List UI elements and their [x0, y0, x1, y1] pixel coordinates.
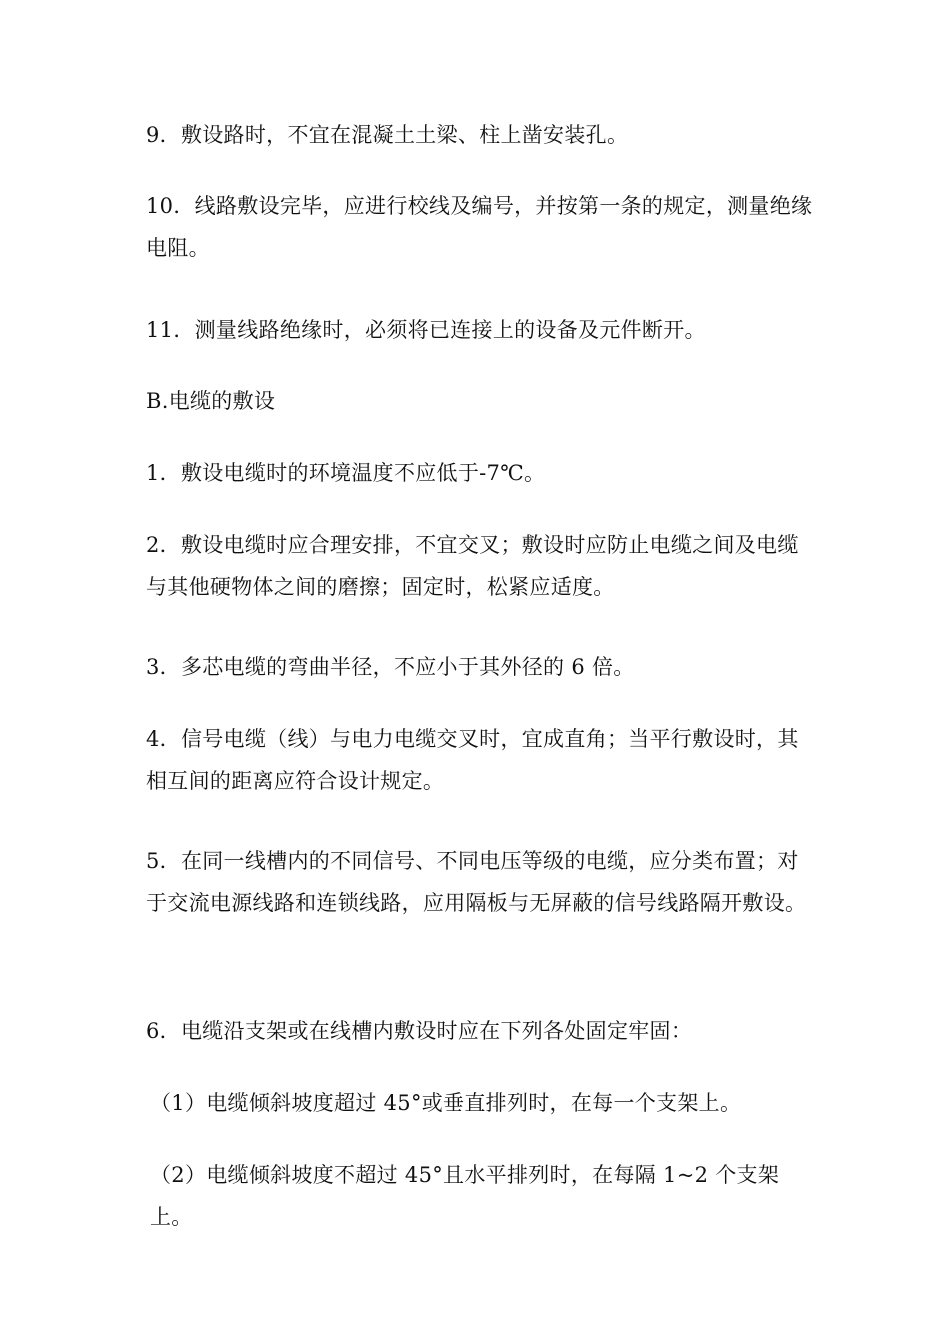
paragraph-b4: 4．信号电缆（线）与电力电缆交叉时，宜成直角；当平行敷设时，其相互间的距离应符合设计规定。 [146, 727, 799, 793]
paragraph-b2: 2．敷设电缆时应合理安排，不宜交叉；敷设时应防止电缆之间及电缆与其他硬物体之间的磨擦；固定时，松紧应适度。 [146, 533, 799, 599]
paragraph-b3: 3．多芯电缆的弯曲半径，不应小于其外径的 6 倍。 [146, 655, 635, 679]
paragraph-11: 11．测量线路绝缘时，必须将已连接上的设备及元件断开。 [146, 318, 706, 342]
section-heading-b: B.电缆的敷设 [146, 389, 276, 413]
paragraph-10: 10．线路敷设完毕，应进行校线及编号，并按第一条的规定，测量绝缘电阻。 [146, 194, 813, 260]
sub-item-2: （2）电缆倾斜坡度不超过 45°且水平排列时，在每隔 1~2 个支架上。 [150, 1163, 780, 1229]
paragraph-b6: 6．电缆沿支架或在线槽内敷设时应在下列各处固定牢固： [146, 1019, 693, 1043]
sub-item-1: （1）电缆倾斜坡度超过 45°或垂直排列时，在每一个支架上。 [150, 1091, 742, 1115]
paragraph-b5: 5．在同一线槽内的不同信号、不同电压等级的电缆，应分类布置；对于交流电源线路和连锁线路，应用隔板与无屏蔽的信号线路隔开敷设。 [146, 849, 807, 915]
paragraph-b1: 1．敷设电缆时的环境温度不应低于-7℃。 [146, 461, 546, 485]
paragraph-9: 9．敷设路时，不宜在混凝土土梁、柱上凿安装孔。 [146, 123, 629, 147]
